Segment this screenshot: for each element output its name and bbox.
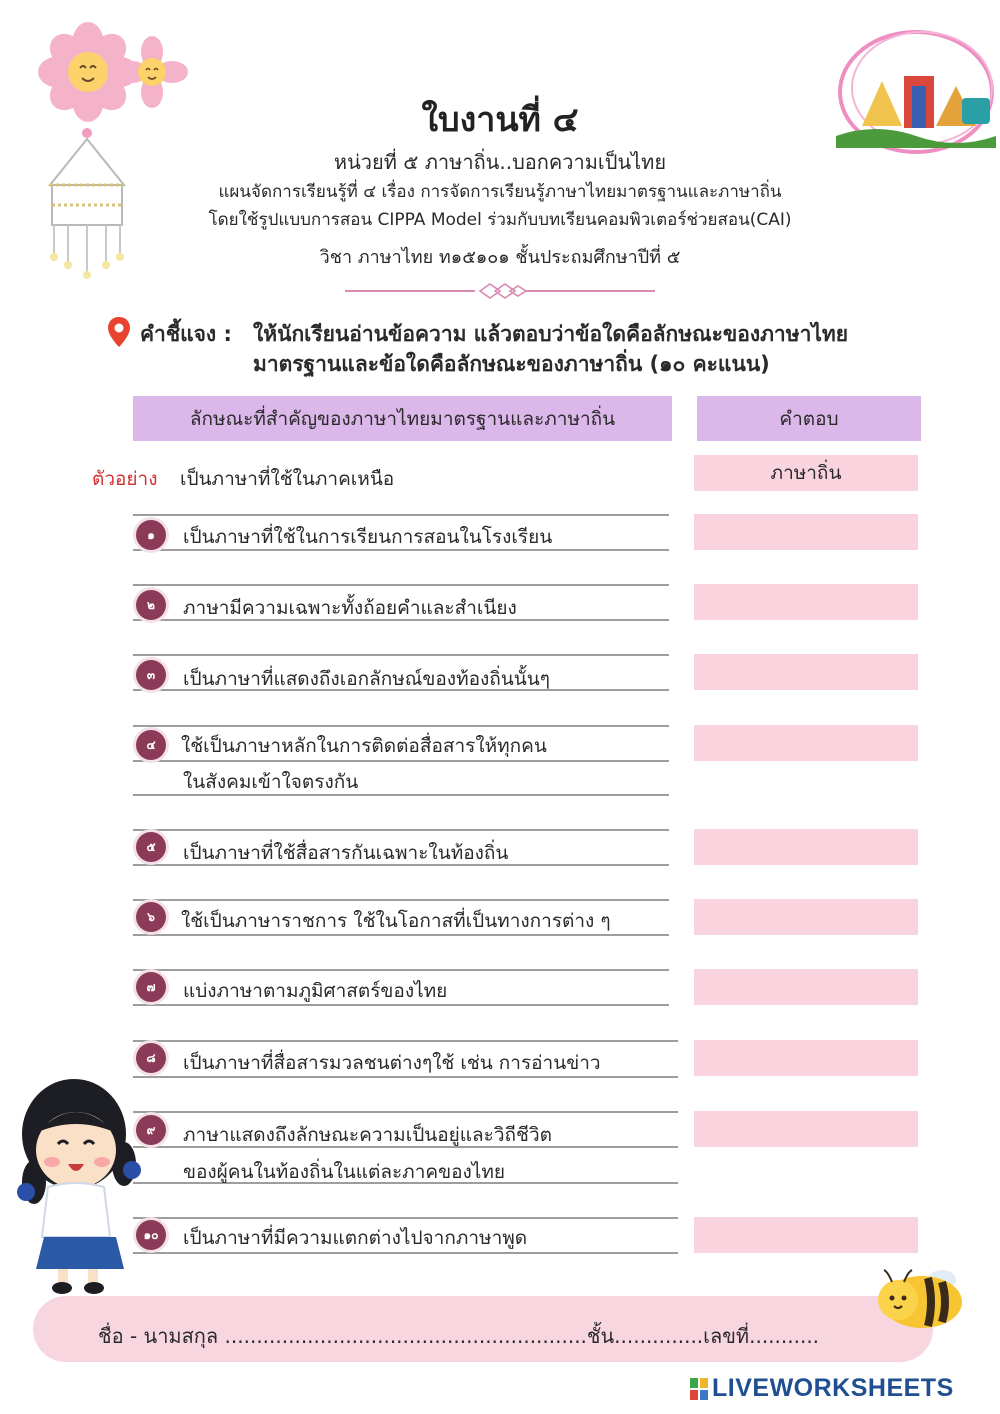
question-number-badge: ๖: [136, 902, 166, 932]
ornament-divider: [345, 282, 655, 300]
example-answer: ภาษาถิ่น: [694, 455, 918, 491]
question-number-badge: ๓: [136, 660, 166, 690]
answer-field-7[interactable]: [694, 969, 918, 1005]
example-label: ตัวอย่าง: [92, 468, 158, 490]
question-rule: [133, 584, 669, 586]
example-text: เป็นภาษาที่ใช้ในภาคเหนือ: [180, 468, 395, 490]
question-rule: [133, 1040, 678, 1042]
subject-line: วิชา ภาษาไทย ท๑๕๑๐๑ ชั้นประถมศึกษาปีที่ ๕: [319, 247, 681, 268]
question-rule: [133, 969, 669, 971]
question-number-badge: ๔: [136, 730, 166, 760]
question-rule: [133, 1111, 678, 1113]
question-text: แบ่งภาษาตามภูมิศาสตร์ของไทย: [183, 980, 448, 1002]
question-number-badge: ๒: [136, 590, 166, 620]
question-text-line2: ของผู้คนในท้องถิ่นในแต่ละภาคของไทย: [183, 1161, 505, 1183]
answer-field-4[interactable]: [694, 725, 918, 761]
answer-field-5[interactable]: [694, 829, 918, 865]
teaching-method: โดยใช้รูปแบบการสอน CIPPA Model ร่วมกับบทเรียนคอมพิวเตอร์ช่วยสอน(CAI): [208, 210, 792, 230]
liveworksheets-logo-icon: [690, 1378, 708, 1400]
student-info-line: ชื่อ - นามสกุล .........................................................ชั้น..............เลขที่...........: [98, 1324, 820, 1348]
question-text: เป็นภาษาที่สื่อสารมวลชนต่างๆใช้ เช่น การอ่านข่าว: [183, 1052, 601, 1074]
question-number-badge: ๗: [136, 972, 166, 1002]
question-text: ภาษาแสดงถึงลักษณะความเป็นอยู่และวิถีชีวิต: [183, 1124, 552, 1146]
question-rule: [133, 514, 669, 516]
question-rule: [133, 829, 669, 831]
instruction-text-line1: ให้นักเรียนอ่านข้อความ แล้วตอบว่าข้อใดคือลักษณะของภาษาไทย: [253, 322, 849, 346]
question-number-badge: ๕: [136, 832, 166, 862]
answer-field-9[interactable]: [694, 1111, 918, 1147]
question-rule: [133, 1217, 678, 1219]
question-rule: [133, 899, 669, 901]
question-text: เป็นภาษาที่มีความแตกต่างไปจากภาษาพูด: [183, 1227, 528, 1249]
question-text-line2: ในสังคมเข้าใจตรงกัน: [183, 771, 359, 793]
answer-field-8[interactable]: [694, 1040, 918, 1076]
girl-character-illustration: [12, 1072, 147, 1297]
liveworksheets-brand: LIVEWORKSHEETS: [712, 1374, 954, 1402]
question-text: เป็นภาษาที่แสดงถึงเอกลักษณ์ของท้องถิ่นนั้นๆ: [183, 668, 550, 690]
question-number-badge: ๑๐: [136, 1220, 166, 1250]
instruction-label: คำชี้แจง :: [140, 322, 232, 346]
answer-field-6[interactable]: [694, 899, 918, 935]
instruction-text-line2: มาตรฐานและข้อใดคือลักษณะของภาษาถิ่น (๑๐ คะแนน): [253, 352, 770, 376]
question-number-badge: ๘: [136, 1043, 166, 1073]
location-pin-icon: [106, 316, 132, 348]
question-number-badge: ๑: [136, 520, 166, 550]
question-text: ใช้เป็นภาษาหลักในการติดต่อสื่อสารให้ทุกคน: [181, 735, 547, 757]
lesson-plan: แผนจัดการเรียนรู้ที่ ๔ เรื่อง การจัดการเรียนรู้ภาษาไทยมาตรฐานและภาษาถิ่น: [218, 182, 782, 202]
answer-field-3[interactable]: [694, 654, 918, 690]
question-text: เป็นภาษาที่ใช้สื่อสารกันเฉพาะในท้องถิ่น: [183, 842, 509, 864]
unit-title: หน่วยที่ ๕ ภาษาถิ่น..บอกความเป็นไทย: [333, 150, 667, 174]
answer-field-1[interactable]: [694, 514, 918, 550]
answer-field-2[interactable]: [694, 584, 918, 620]
question-number-badge: ๙: [136, 1115, 166, 1145]
answer-column-header: คำตอบ: [697, 396, 921, 441]
question-rule: [133, 654, 669, 656]
question-text: เป็นภาษาที่ใช้ในการเรียนการสอนในโรงเรียน: [183, 526, 553, 548]
question-text: ใช้เป็นภาษาราชการ ใช้ในโอกาสที่เป็นทางการต่าง ๆ: [181, 910, 611, 932]
question-rule: [133, 725, 669, 727]
bee-illustration: [872, 1262, 972, 1334]
answer-field-10[interactable]: [694, 1217, 918, 1253]
question-column-header: ลักษณะที่สำคัญของภาษาไทยมาตรฐานและภาษาถิ่น: [133, 396, 672, 441]
worksheet-title: ใบงานที่ ๔: [421, 100, 579, 140]
question-text: ภาษามีความเฉพาะทั้งถ้อยคำและสำเนียง: [183, 597, 517, 619]
